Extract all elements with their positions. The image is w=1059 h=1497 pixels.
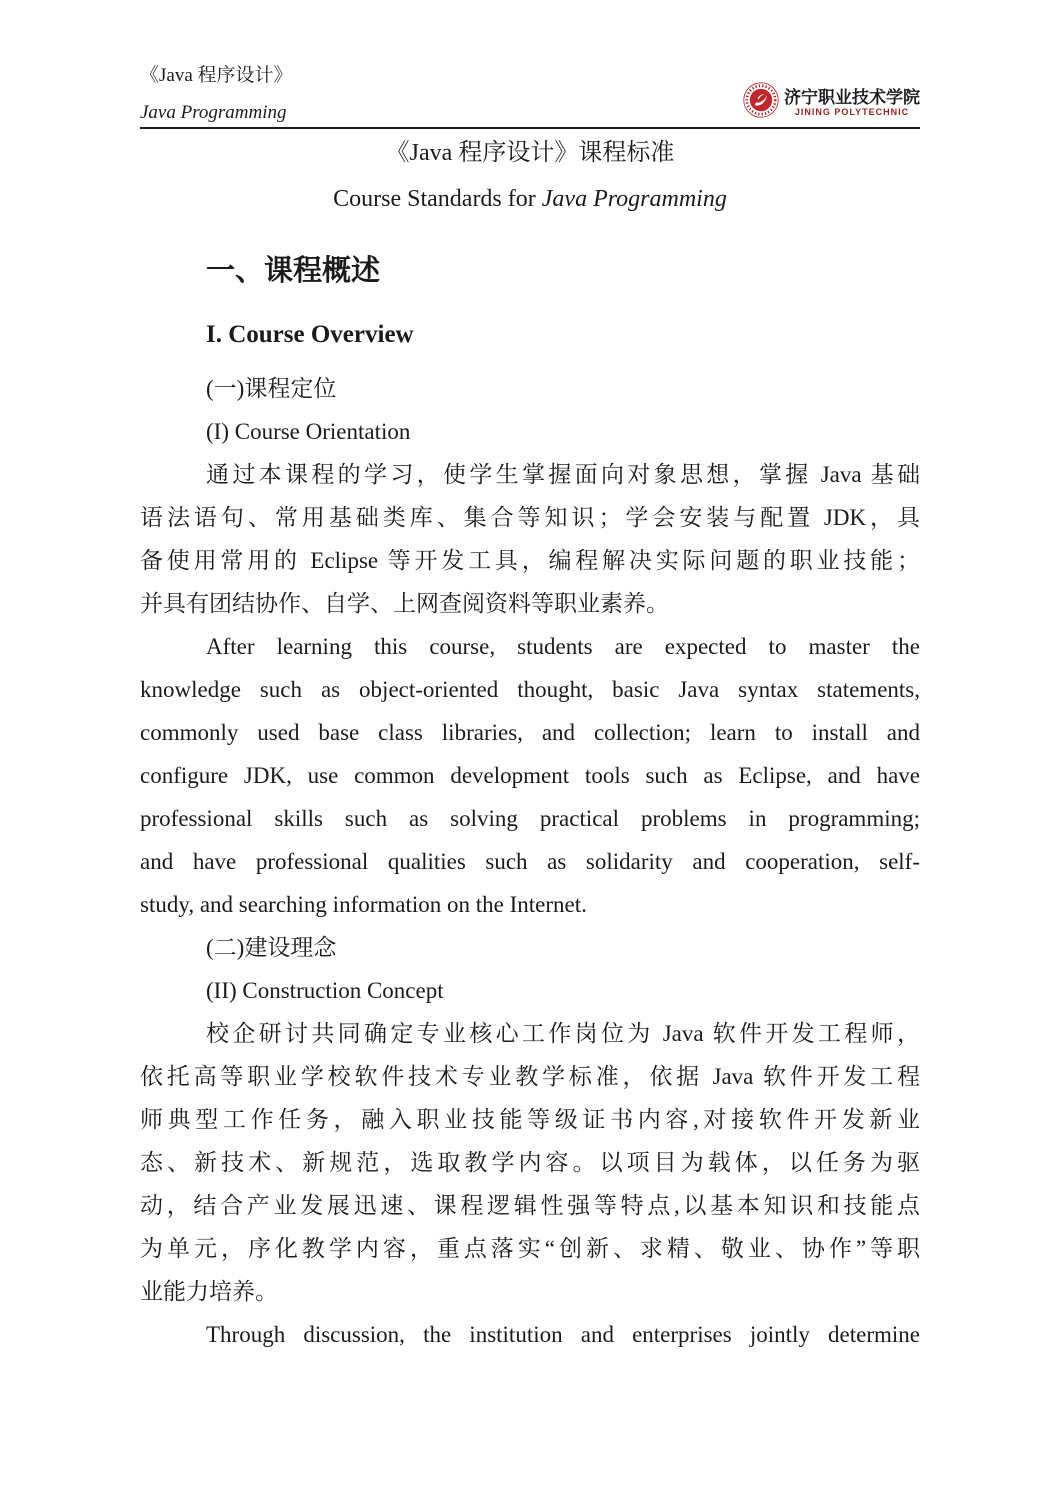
paragraph-line: 动，结合产业发展迅速、课程逻辑性强等特点,以基本知识和技能点	[140, 1193, 920, 1218]
paragraph-line: and have professional qualities such as solidarity and cooperation, self-	[140, 849, 920, 874]
school-emblem-icon	[743, 82, 779, 123]
subheading-1-en: (I) Course Orientation	[206, 419, 411, 444]
school-name-block	[784, 88, 920, 118]
paragraph-line: configure JDK, use common development tools such as Eclipse, and have	[140, 763, 920, 788]
doc-title-en-course-name: Java Programming	[541, 186, 727, 212]
paragraph-line: 师典型工作任务，融入职业技能等级证书内容,对接软件开发新业	[140, 1107, 920, 1132]
paragraph-line: 为单元，序化教学内容，重点落实“创新、求精、敬业、协作”等职	[140, 1236, 920, 1261]
subheading-1-zh: (一)课程定位	[206, 376, 337, 401]
paragraph-concept-en	[140, 1313, 920, 1356]
document-page	[140, 0, 920, 1356]
paragraph-line: After learning this course, students are expected to master the	[206, 634, 920, 659]
subheading-2-en: (II) Construction Concept	[206, 978, 444, 1003]
page-header	[140, 0, 920, 129]
paragraph-orientation-en	[140, 625, 920, 926]
paragraph-line: 通过本课程的学习，使学生掌握面向对象思想，掌握 Java 基础	[206, 462, 920, 487]
header-course-title-en: Java Programming	[140, 102, 287, 123]
paragraph-line: 语法语句、常用基础类库、集合等知识；学会安装与配置 JDK，具	[140, 505, 920, 530]
paragraph-line: study, and searching information on the Internet.	[140, 892, 587, 917]
paragraph-line: 依托高等职业学校软件技术专业教学标准，依据 Java 软件开发工程	[140, 1064, 920, 1089]
paragraph-line: professional skills such as solving practical problems in programming;	[140, 806, 920, 831]
paragraph-line: Through discussion, the institution and enterprises jointly determine	[206, 1322, 920, 1347]
doc-title-zh: 《Java 程序设计》课程标准	[385, 140, 675, 166]
section-heading-en: I. Course Overview	[206, 321, 414, 348]
doc-title-en-prefix: Course Standards for	[333, 186, 542, 212]
section-heading-zh: 一、课程概述	[206, 255, 381, 287]
paragraph-line: commonly used base class libraries, and collection; learn to install and	[140, 720, 920, 745]
paragraph-line: 并具有团结协作、自学、上网查阅资料等职业素养。	[140, 591, 669, 616]
paragraph-line: 态、新技术、新规范，选取教学内容。以项目为载体，以任务为驱	[140, 1150, 920, 1175]
school-name-en: JINING POLYTECHNIC	[794, 106, 910, 117]
paragraph-orientation-zh	[140, 453, 920, 625]
doc-title-en	[140, 183, 920, 215]
school-logo	[743, 82, 920, 124]
paragraph-concept-zh	[140, 1012, 920, 1313]
header-left	[140, 64, 293, 124]
paragraph-line: knowledge such as object-oriented thought, basic Java syntax statements,	[140, 677, 920, 702]
school-name-zh: 济宁职业技术学院	[784, 87, 920, 107]
subheading-2-zh: (二)建设理念	[206, 935, 337, 960]
paragraph-line: 业能力培养。	[140, 1279, 278, 1304]
paragraph-line: 备使用常用的 Eclipse 等开发工具，编程解决实际问题的职业技能；	[140, 548, 920, 573]
header-course-title-zh: 《Java 程序设计》	[140, 65, 293, 86]
paragraph-line: 校企研讨共同确定专业核心工作岗位为 Java 软件开发工程师，	[206, 1021, 920, 1046]
